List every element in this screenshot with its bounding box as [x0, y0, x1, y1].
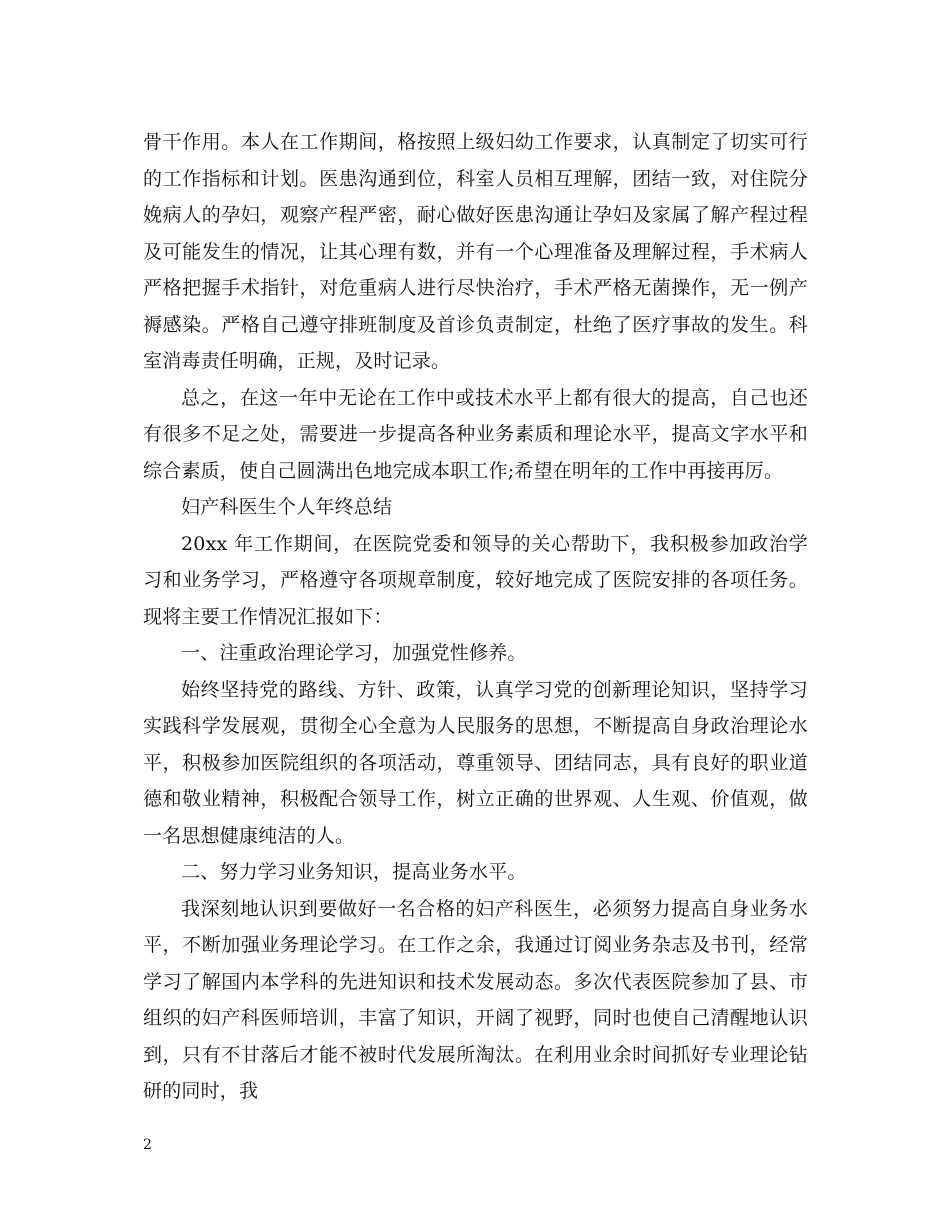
heading-1: 一、注重政治理论学习，加强党性修养。	[181, 642, 527, 664]
heading-2: 二、努力学习业务知识，提高业务水平。	[181, 861, 527, 883]
document-body	[143, 124, 808, 1110]
paragraph-2: 总之，在这一年中无论在工作中或技术水平上都有很大的提高，自己也还有很多不足之处，需要进一步提高各种业务素质和理论水平，提高文字水平和综合素质，使自己圆满出色地完成本职工作;希望在明年的工作中再接再厉。	[143, 386, 808, 482]
section-title: 妇产科医生个人年终总结	[181, 496, 393, 518]
paragraph-3: 20xx 年工作期间，在医院党委和领导的关心帮助下，我积极参加政治学习和业务学习，严格遵守各项规章制度，较好地完成了医院安排的各项任务。现将主要工作情况汇报如下：	[143, 532, 808, 628]
paragraph-4: 始终坚持党的路线、方针、政策，认真学习党的创新理论知识，坚持学习实践科学发展观，贯彻全心全意为人民服务的思想，不断提高自身政治理论水平，积极参加医院组织的各项活动，尊重领导、团结同志，具有良好的职业道德和敬业精神，积极配合领导工作，树立正确的世界观、人生观、价值观，做一名思想健康纯洁的人。	[143, 678, 808, 847]
paragraph-5: 我深刻地认识到要做好一名合格的妇产科医生，必须努力提高自身业务水平，不断加强业务理论学习。在工作之余，我通过订阅业务杂志及书刊，经常学习了解国内本学科的先进知识和技术发展动态。多次代表医院参加了县、市组织的妇产科医师培训，丰富了知识，开阔了视野，同时也使自己清醒地认识到，只有不甘落后才能不被时代发展所淘汰。在利用业余时间抓好专业理论钻研的同时，我	[143, 897, 808, 1102]
paragraph-1: 骨干作用。本人在工作期间，格按照上级妇幼工作要求，认真制定了切实可行的工作指标和计划。医患沟通到位，科室人员相互理解，团结一致，对住院分娩病人的孕妇，观察产程严密，耐心做好医患沟通让孕妇及家属了解产程过程及可能发生的情况，让其心理有数，并有一个心理准备及理解过程，手术病人严格把握手术指针，对危重病人进行尽快治疗，手术严格无菌操作，无一例产褥感染。严格自己遵守排班制度及首诊负责制定，杜绝了医疗事故的发生。科室消毒责任明确，正规，及时记录。	[143, 131, 808, 372]
page-number: 2	[143, 1137, 152, 1153]
